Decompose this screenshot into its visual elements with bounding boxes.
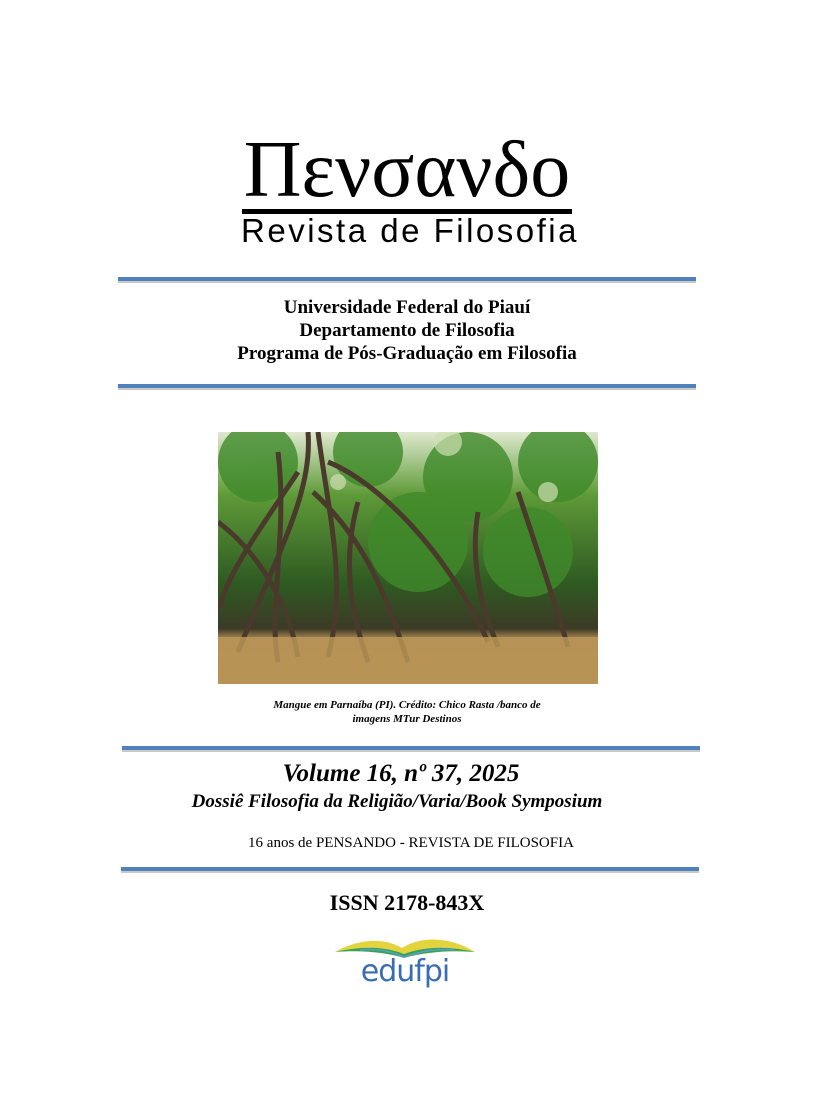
divider-rule xyxy=(121,867,699,871)
journal-subtitle: Revista de Filosofia xyxy=(241,212,579,249)
issue-dossier: Dossiê Filosofia da Religião/Varia/Book Symposium xyxy=(191,791,603,812)
divider-rule xyxy=(118,277,696,281)
journal-title xyxy=(0,128,814,214)
edufpi-logo-text: edufpi xyxy=(360,954,450,989)
divider-rule xyxy=(122,746,700,750)
divider-rule xyxy=(118,384,696,388)
issn: ISSN 2178-843X xyxy=(329,890,485,915)
photo-caption-line1: Mangue em Parnaíba (PI). Crédito: Chico Rasta /banco de xyxy=(273,699,541,711)
edufpi-logo xyxy=(330,930,480,994)
issue-volume: Volume 16, nº 37, 2025 xyxy=(282,760,520,787)
institution-department: Departamento de Filosofia xyxy=(299,320,515,341)
journal-title-text: Πενσανδο xyxy=(243,126,571,214)
cover-photo-mangrove xyxy=(218,432,598,684)
institution-program: Programa de Pós-Graduação em Filosofia xyxy=(237,343,577,364)
issue-anniversary: 16 anos de PENSANDO - REVISTA DE FILOSOFIA xyxy=(248,835,574,851)
photo-caption-line2: imagens MTur Destinos xyxy=(352,713,462,725)
institution-university: Universidade Federal do Piauí xyxy=(283,297,531,318)
